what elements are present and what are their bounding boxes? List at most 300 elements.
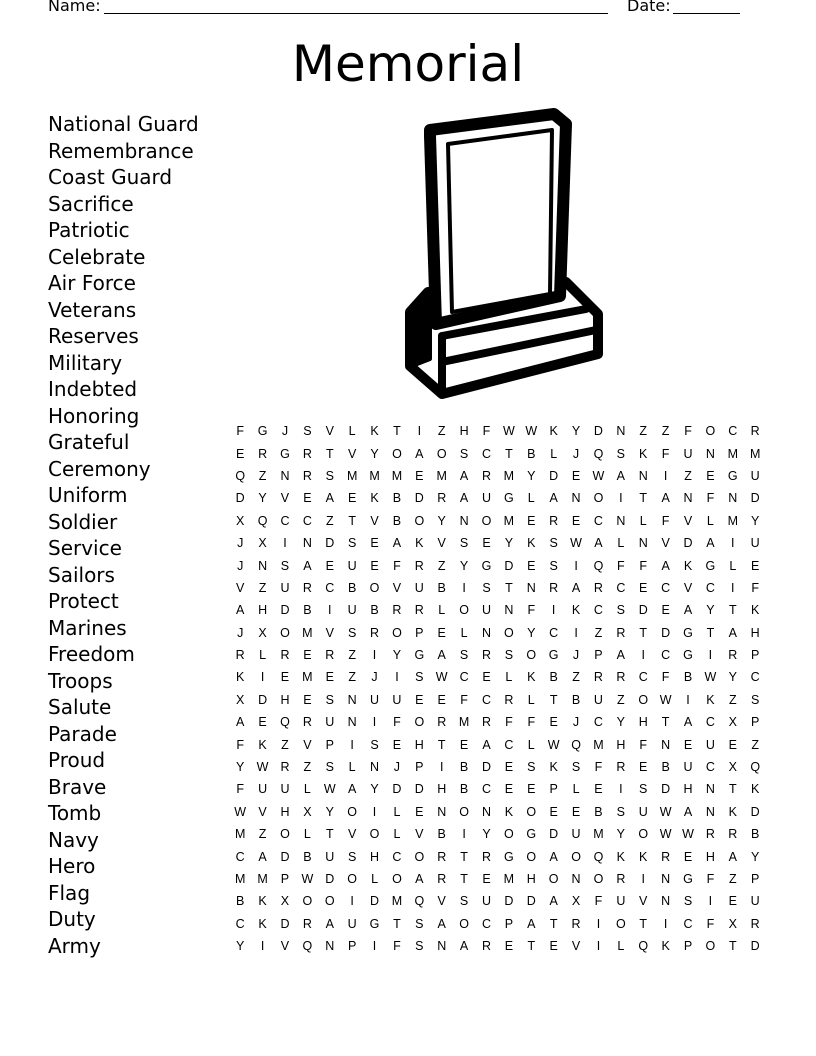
grid-letter[interactable]: S	[280, 558, 290, 573]
grid-letter[interactable]: O	[571, 849, 581, 864]
grid-letter[interactable]: E	[504, 782, 514, 797]
grid-letter[interactable]: N	[661, 872, 671, 886]
grid-letter[interactable]: O	[280, 625, 290, 640]
grid-letter[interactable]: O	[526, 648, 537, 663]
grid-letter[interactable]: E	[594, 782, 603, 797]
grid-letter[interactable]: F	[706, 916, 715, 931]
date-blank-line[interactable]	[673, 13, 740, 14]
grid-letter[interactable]: M	[369, 468, 380, 483]
grid-letter[interactable]: Z	[258, 468, 267, 483]
grid-letter[interactable]: T	[505, 446, 513, 461]
grid-letter[interactable]: X	[728, 916, 737, 931]
grid-letter[interactable]: D	[392, 782, 402, 797]
grid-letter[interactable]: N	[571, 491, 581, 506]
grid-letter[interactable]: E	[728, 737, 737, 752]
grid-letter[interactable]: O	[504, 827, 514, 842]
grid-letter[interactable]: S	[325, 760, 334, 775]
grid-letter[interactable]: G	[683, 648, 693, 663]
grid-letter[interactable]: E	[504, 939, 514, 954]
grid-letter[interactable]: N	[661, 894, 671, 909]
grid-letter[interactable]: K	[639, 849, 648, 864]
grid-letter[interactable]: H	[638, 715, 648, 730]
grid-letter[interactable]: D	[661, 782, 671, 797]
grid-letter[interactable]: Y	[437, 513, 446, 528]
grid-letter[interactable]: Z	[572, 670, 580, 685]
grid-letter[interactable]: E	[549, 715, 558, 730]
grid-letter[interactable]: A	[527, 916, 536, 931]
grid-letter[interactable]: N	[705, 804, 715, 819]
grid-letter[interactable]: O	[638, 827, 649, 842]
grid-letter[interactable]: K	[527, 536, 536, 551]
grid-letter[interactable]: L	[505, 670, 513, 685]
grid-letter[interactable]: O	[369, 580, 380, 595]
grid-letter[interactable]: L	[460, 625, 468, 640]
grid-letter[interactable]: C	[728, 424, 738, 439]
grid-letter[interactable]: U	[750, 536, 760, 551]
grid-letter[interactable]: K	[549, 760, 558, 775]
grid-letter[interactable]: N	[437, 804, 447, 819]
grid-letter[interactable]: X	[236, 513, 245, 528]
grid-letter[interactable]: Z	[728, 872, 737, 886]
grid-letter[interactable]: B	[303, 849, 312, 864]
grid-letter[interactable]: T	[728, 939, 737, 954]
grid-letter[interactable]: K	[370, 491, 379, 506]
grid-letter[interactable]: N	[258, 558, 268, 573]
grid-letter[interactable]: E	[527, 513, 536, 528]
grid-letter[interactable]: V	[370, 513, 379, 528]
grid-letter[interactable]: U	[481, 491, 491, 506]
grid-letter[interactable]: S	[527, 760, 536, 775]
grid-letter[interactable]: V	[683, 580, 693, 595]
grid-letter[interactable]: N	[728, 491, 738, 506]
grid-letter[interactable]: M	[436, 468, 447, 483]
grid-letter[interactable]: Z	[594, 625, 603, 640]
grid-letter[interactable]: N	[638, 536, 648, 551]
grid-letter[interactable]: S	[459, 648, 469, 663]
grid-letter[interactable]: E	[370, 536, 379, 551]
grid-letter[interactable]: B	[236, 894, 245, 909]
grid-letter[interactable]: T	[706, 625, 715, 640]
grid-letter[interactable]: N	[481, 804, 491, 819]
grid-letter[interactable]: Y	[504, 536, 514, 551]
grid-letter[interactable]: A	[706, 536, 715, 551]
grid-letter[interactable]: V	[303, 737, 312, 752]
grid-letter[interactable]: C	[705, 580, 715, 595]
grid-letter[interactable]: V	[236, 580, 245, 595]
grid-letter[interactable]: N	[504, 603, 514, 618]
grid-letter[interactable]: E	[482, 670, 491, 685]
grid-letter[interactable]: G	[257, 424, 268, 439]
grid-letter[interactable]: Y	[325, 804, 334, 819]
grid-letter[interactable]: U	[683, 760, 693, 775]
grid-letter[interactable]: E	[527, 558, 536, 573]
grid-letter[interactable]: I	[372, 939, 377, 954]
grid-letter[interactable]: W	[256, 760, 269, 775]
grid-letter[interactable]: F	[706, 872, 715, 886]
grid-letter[interactable]: F	[393, 939, 401, 954]
grid-letter[interactable]: X	[280, 894, 290, 909]
grid-letter[interactable]: A	[728, 625, 737, 640]
grid-letter[interactable]: H	[683, 782, 693, 797]
grid-letter[interactable]: I	[372, 804, 377, 819]
grid-letter[interactable]: V	[437, 536, 446, 551]
grid-letter[interactable]: K	[571, 603, 581, 618]
grid-letter[interactable]: N	[571, 872, 581, 886]
grid-letter[interactable]: A	[303, 558, 312, 573]
grid-letter[interactable]: Q	[638, 939, 649, 954]
grid-letter[interactable]: D	[414, 491, 424, 506]
grid-letter[interactable]: V	[571, 939, 581, 954]
grid-letter[interactable]: W	[323, 782, 336, 797]
grid-letter[interactable]: M	[234, 872, 246, 886]
grid-letter[interactable]: X	[258, 536, 267, 551]
grid-letter[interactable]: H	[750, 625, 760, 640]
grid-letter[interactable]: B	[459, 760, 469, 775]
grid-letter[interactable]: F	[393, 558, 401, 573]
grid-letter[interactable]: Y	[392, 648, 402, 663]
grid-letter[interactable]: C	[750, 670, 760, 685]
grid-letter[interactable]: B	[437, 827, 446, 842]
grid-letter[interactable]: P	[751, 872, 760, 886]
grid-letter[interactable]: M	[593, 737, 604, 752]
grid-letter[interactable]: R	[549, 513, 559, 528]
grid-letter[interactable]: B	[527, 446, 536, 461]
grid-letter[interactable]: L	[259, 648, 267, 663]
grid-letter[interactable]: I	[350, 894, 354, 909]
grid-letter[interactable]: L	[348, 424, 356, 439]
grid-letter[interactable]: E	[258, 715, 267, 730]
grid-letter[interactable]: C	[481, 446, 491, 461]
grid-letter[interactable]: V	[437, 894, 446, 909]
grid-letter[interactable]: O	[481, 513, 492, 528]
grid-letter[interactable]: F	[482, 424, 491, 439]
grid-letter[interactable]: S	[616, 446, 625, 461]
grid-letter[interactable]: A	[236, 603, 245, 618]
grid-letter[interactable]: M	[727, 513, 738, 528]
grid-letter[interactable]: Q	[280, 715, 290, 730]
grid-letter[interactable]: R	[302, 446, 312, 461]
grid-letter[interactable]: G	[414, 648, 425, 663]
grid-letter[interactable]: P	[751, 715, 760, 730]
grid-letter[interactable]: L	[393, 827, 401, 842]
grid-letter[interactable]: U	[347, 558, 357, 573]
grid-letter[interactable]: M	[391, 894, 403, 909]
grid-letter[interactable]: S	[370, 737, 379, 752]
grid-letter[interactable]: I	[596, 939, 601, 954]
grid-letter[interactable]: Q	[593, 558, 604, 573]
grid-letter[interactable]: C	[661, 648, 671, 663]
grid-letter[interactable]: J	[572, 648, 580, 663]
grid-letter[interactable]: R	[302, 468, 312, 483]
grid-letter[interactable]: F	[236, 737, 245, 752]
grid-letter[interactable]: L	[348, 760, 356, 775]
grid-letter[interactable]: A	[683, 715, 693, 730]
grid-letter[interactable]: I	[283, 536, 287, 551]
grid-letter[interactable]: F	[594, 894, 603, 909]
grid-letter[interactable]: T	[460, 849, 468, 864]
grid-letter[interactable]: L	[371, 872, 379, 886]
grid-letter[interactable]: T	[460, 872, 468, 886]
grid-letter[interactable]: S	[683, 894, 693, 909]
grid-letter[interactable]: Y	[527, 468, 536, 483]
grid-letter[interactable]: O	[526, 849, 537, 864]
grid-letter[interactable]: A	[347, 782, 357, 797]
grid-letter[interactable]: Y	[370, 782, 379, 797]
grid-letter[interactable]: R	[571, 916, 581, 931]
grid-letter[interactable]: B	[683, 670, 693, 685]
grid-letter[interactable]: Z	[281, 737, 289, 752]
grid-letter[interactable]: U	[683, 446, 693, 461]
grid-letter[interactable]: W	[525, 424, 538, 439]
grid-letter[interactable]: O	[392, 872, 402, 886]
grid-letter[interactable]: O	[369, 827, 380, 842]
grid-letter[interactable]: V	[325, 625, 334, 640]
grid-letter[interactable]: W	[301, 872, 314, 886]
grid-letter[interactable]: N	[302, 536, 312, 551]
grid-letter[interactable]: O	[280, 827, 290, 842]
grid-letter[interactable]: W	[659, 804, 672, 819]
grid-letter[interactable]: B	[459, 782, 469, 797]
grid-letter[interactable]: I	[260, 939, 265, 954]
grid-letter[interactable]: A	[594, 536, 603, 551]
grid-letter[interactable]: S	[616, 603, 625, 618]
grid-letter[interactable]: D	[638, 603, 648, 618]
grid-letter[interactable]: X	[571, 894, 581, 909]
grid-letter[interactable]: P	[415, 625, 424, 640]
grid-letter[interactable]: Y	[728, 670, 737, 685]
grid-letter[interactable]: R	[302, 580, 312, 595]
grid-letter[interactable]: Y	[706, 603, 715, 618]
grid-letter[interactable]: O	[593, 491, 604, 506]
grid-letter[interactable]: I	[260, 670, 265, 685]
grid-letter[interactable]: E	[751, 558, 760, 573]
grid-letter[interactable]: C	[593, 513, 603, 528]
grid-letter[interactable]: K	[616, 849, 625, 864]
grid-letter[interactable]: M	[727, 446, 738, 461]
grid-letter[interactable]: F	[706, 491, 715, 506]
grid-letter[interactable]: K	[236, 670, 245, 685]
grid-letter[interactable]: W	[234, 804, 247, 819]
grid-letter[interactable]: I	[574, 625, 578, 640]
grid-letter[interactable]: M	[346, 468, 358, 483]
grid-letter[interactable]: U	[750, 894, 760, 909]
grid-letter[interactable]: D	[325, 872, 335, 886]
grid-letter[interactable]: R	[481, 849, 491, 864]
grid-letter[interactable]: E	[303, 692, 312, 707]
grid-letter[interactable]: D	[504, 558, 514, 573]
grid-letter[interactable]: O	[705, 939, 716, 954]
grid-letter[interactable]: W	[659, 827, 672, 842]
grid-letter[interactable]: J	[572, 446, 580, 461]
grid-letter[interactable]: E	[482, 872, 491, 886]
grid-letter[interactable]: K	[258, 894, 267, 909]
grid-letter[interactable]: A	[392, 536, 402, 551]
grid-letter[interactable]: R	[616, 670, 626, 685]
grid-letter[interactable]: V	[661, 536, 670, 551]
grid-letter[interactable]: M	[257, 872, 268, 886]
grid-letter[interactable]: D	[325, 536, 335, 551]
grid-letter[interactable]: S	[571, 760, 581, 775]
grid-letter[interactable]: S	[347, 849, 357, 864]
grid-letter[interactable]: D	[526, 894, 536, 909]
grid-letter[interactable]: M	[749, 446, 761, 461]
grid-letter[interactable]: L	[550, 446, 558, 461]
grid-letter[interactable]: E	[549, 939, 558, 954]
grid-letter[interactable]: X	[303, 804, 312, 819]
grid-letter[interactable]: A	[616, 648, 625, 663]
grid-letter[interactable]: B	[392, 513, 402, 528]
grid-letter[interactable]: W	[435, 670, 448, 685]
grid-letter[interactable]: D	[414, 782, 424, 797]
grid-letter[interactable]: S	[549, 558, 558, 573]
grid-letter[interactable]: T	[348, 513, 356, 528]
grid-letter[interactable]: I	[731, 580, 735, 595]
grid-letter[interactable]: O	[593, 872, 604, 886]
grid-letter[interactable]: N	[370, 760, 380, 775]
grid-letter[interactable]: J	[281, 424, 289, 439]
grid-letter[interactable]: I	[395, 670, 399, 685]
grid-letter[interactable]: E	[325, 558, 334, 573]
grid-letter[interactable]: V	[415, 827, 424, 842]
grid-letter[interactable]: P	[751, 648, 760, 663]
grid-letter[interactable]: E	[706, 468, 715, 483]
grid-letter[interactable]: E	[639, 580, 648, 595]
grid-letter[interactable]: L	[572, 782, 580, 797]
grid-letter[interactable]: E	[303, 491, 312, 506]
grid-letter[interactable]: E	[437, 692, 446, 707]
grid-letter[interactable]: N	[661, 737, 671, 752]
grid-letter[interactable]: L	[393, 804, 401, 819]
grid-letter[interactable]: H	[616, 737, 626, 752]
grid-letter[interactable]: M	[391, 468, 403, 483]
grid-letter[interactable]: E	[392, 737, 402, 752]
grid-letter[interactable]: I	[350, 737, 354, 752]
grid-letter[interactable]: R	[414, 558, 424, 573]
grid-letter[interactable]: Y	[571, 424, 581, 439]
grid-letter[interactable]: Q	[414, 894, 425, 909]
grid-letter[interactable]: O	[347, 872, 358, 886]
grid-letter[interactable]: K	[728, 804, 737, 819]
grid-letter[interactable]: J	[393, 760, 401, 775]
grid-letter[interactable]: D	[593, 424, 603, 439]
grid-letter[interactable]: A	[437, 916, 446, 931]
grid-letter[interactable]: T	[393, 916, 401, 931]
grid-letter[interactable]: T	[393, 424, 401, 439]
grid-letter[interactable]: W	[547, 737, 560, 752]
grid-letter[interactable]: I	[551, 603, 556, 618]
grid-letter[interactable]: Y	[370, 446, 379, 461]
grid-letter[interactable]: P	[415, 760, 424, 775]
grid-letter[interactable]: J	[237, 536, 244, 551]
grid-letter[interactable]: T	[527, 939, 536, 954]
grid-letter[interactable]: F	[527, 603, 536, 618]
grid-letter[interactable]: G	[683, 625, 693, 640]
grid-letter[interactable]: R	[661, 849, 671, 864]
grid-letter[interactable]: C	[616, 580, 626, 595]
grid-letter[interactable]: Q	[571, 737, 581, 752]
grid-letter[interactable]: U	[370, 692, 380, 707]
grid-letter[interactable]: I	[462, 580, 466, 595]
grid-letter[interactable]: B	[347, 580, 357, 595]
grid-letter[interactable]: F	[639, 737, 648, 752]
grid-letter[interactable]: K	[751, 782, 760, 797]
grid-letter[interactable]: E	[482, 536, 491, 551]
grid-letter[interactable]: L	[527, 491, 535, 506]
grid-letter[interactable]: G	[369, 916, 380, 931]
grid-letter[interactable]: F	[594, 760, 603, 775]
grid-letter[interactable]: X	[728, 760, 737, 775]
grid-letter[interactable]: Q	[750, 760, 761, 775]
grid-letter[interactable]: U	[571, 827, 581, 842]
grid-letter[interactable]: I	[462, 827, 466, 842]
grid-letter[interactable]: O	[504, 625, 514, 640]
grid-letter[interactable]: R	[437, 715, 447, 730]
grid-letter[interactable]: R	[750, 424, 760, 439]
grid-letter[interactable]: D	[750, 804, 760, 819]
grid-letter[interactable]: C	[593, 715, 603, 730]
grid-letter[interactable]: F	[617, 558, 625, 573]
grid-letter[interactable]: O	[392, 446, 402, 461]
grid-letter[interactable]: R	[616, 872, 626, 886]
grid-letter[interactable]: U	[258, 782, 268, 797]
grid-letter[interactable]: R	[258, 446, 268, 461]
grid-letter[interactable]: Q	[593, 446, 604, 461]
grid-letter[interactable]: M	[302, 625, 313, 640]
grid-letter[interactable]: L	[527, 737, 535, 752]
grid-letter[interactable]: Z	[639, 424, 648, 439]
grid-letter[interactable]: R	[437, 872, 447, 886]
grid-letter[interactable]: R	[235, 648, 245, 663]
grid-letter[interactable]: U	[280, 580, 290, 595]
grid-letter[interactable]: V	[280, 491, 290, 506]
grid-letter[interactable]: F	[527, 715, 536, 730]
grid-letter[interactable]: I	[439, 760, 444, 775]
grid-letter[interactable]: C	[280, 513, 290, 528]
grid-letter[interactable]: A	[549, 491, 558, 506]
grid-letter[interactable]: C	[481, 782, 491, 797]
grid-letter[interactable]: R	[728, 648, 738, 663]
grid-letter[interactable]: G	[705, 558, 716, 573]
grid-letter[interactable]: I	[619, 782, 623, 797]
grid-letter[interactable]: N	[705, 782, 715, 797]
grid-letter[interactable]: T	[505, 580, 513, 595]
grid-letter[interactable]: N	[481, 625, 491, 640]
grid-letter[interactable]: T	[549, 692, 558, 707]
grid-letter[interactable]: P	[683, 939, 693, 954]
grid-letter[interactable]: D	[280, 916, 290, 931]
grid-letter[interactable]: C	[504, 737, 514, 752]
grid-letter[interactable]: E	[437, 625, 446, 640]
grid-letter[interactable]: S	[415, 916, 424, 931]
grid-letter[interactable]: R	[728, 827, 738, 842]
grid-letter[interactable]: N	[616, 513, 626, 528]
grid-letter[interactable]: T	[639, 916, 648, 931]
grid-letter[interactable]: K	[706, 692, 715, 707]
grid-letter[interactable]: D	[280, 603, 290, 618]
grid-letter[interactable]: F	[639, 558, 648, 573]
grid-letter[interactable]: S	[459, 536, 469, 551]
grid-letter[interactable]: Y	[236, 760, 245, 775]
grid-letter[interactable]: O	[302, 894, 313, 909]
grid-letter[interactable]: E	[280, 670, 290, 685]
grid-letter[interactable]: G	[481, 558, 492, 573]
grid-letter[interactable]: O	[705, 424, 716, 439]
grid-letter[interactable]: R	[370, 625, 380, 640]
grid-letter[interactable]: E	[347, 491, 357, 506]
grid-letter[interactable]: O	[414, 513, 425, 528]
grid-letter[interactable]: D	[549, 468, 559, 483]
grid-letter[interactable]: A	[571, 580, 581, 595]
